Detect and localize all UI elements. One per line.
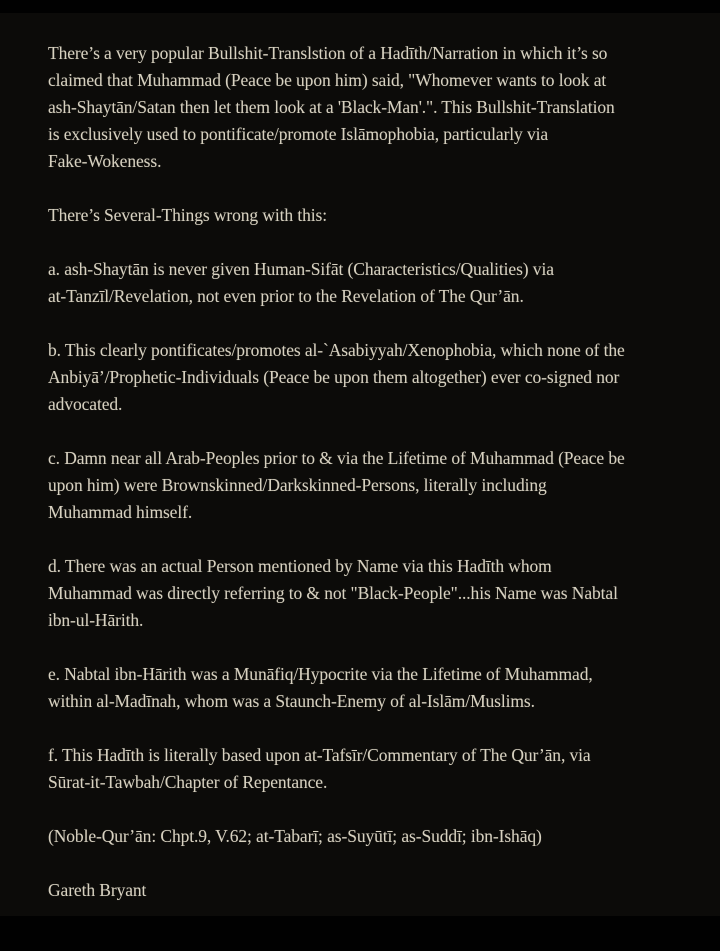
text-line: d. There was an actual Person mentioned by Name via this Hadīth whom xyxy=(48,556,552,576)
text-line: (Noble-Qur’ān: Chpt.9, V.62; at-Tabarī; as-Suyūtī; as-Suddī; ibn-Ishāq) xyxy=(48,826,542,846)
text-line: ibn-ul-Hārith. xyxy=(48,610,144,630)
text-line: is exclusively used to pontificate/promote Islāmophobia, particularly via xyxy=(48,124,549,144)
citation xyxy=(48,823,676,850)
point-f xyxy=(48,742,676,796)
text-line: Sūrat-it-Tawbah/Chapter of Repentance. xyxy=(48,772,328,792)
text-line: Fake-Wokeness. xyxy=(48,151,162,171)
point-c xyxy=(48,445,676,526)
point-d xyxy=(48,553,676,634)
top-letterbox-bar xyxy=(0,0,720,13)
text-line: c. Damn near all Arab-Peoples prior to & via the Lifetime of Muhammad (Peace be xyxy=(48,448,625,468)
text-line: Gareth Bryant xyxy=(48,880,147,900)
text-line: advocated. xyxy=(48,394,123,414)
text-line: Muhammad was directly referring to & not "Black-People"...his Name was Nabtal xyxy=(48,583,618,603)
bottom-letterbox-bar xyxy=(0,916,720,951)
signature xyxy=(48,877,676,904)
text-line: a. ash-Shaytān is never given Human-Sifāt (Characteristics/Qualities) via xyxy=(48,259,554,279)
post-body xyxy=(0,13,720,916)
list-heading xyxy=(48,202,676,229)
text-line: Anbiyā’/Prophetic-Individuals (Peace be upon them altogether) ever co-signed nor xyxy=(48,367,620,387)
text-line: There’s a very popular Bullshit-Translstion of a Hadīth/Narration in which it’s so xyxy=(48,43,608,63)
intro-paragraph xyxy=(48,40,676,175)
text-line: b. This clearly pontificates/promotes al-`Asabiyyah/Xenophobia, which none of the xyxy=(48,340,625,360)
text-line: There’s Several-Things wrong with this: xyxy=(48,205,327,225)
text-line: e. Nabtal ibn-Hārith was a Munāfiq/Hypocrite via the Lifetime of Muhammad, xyxy=(48,664,593,684)
text-line: upon him) were Brownskinned/Darkskinned-Persons, literally including xyxy=(48,475,547,495)
text-line: Muhammad himself. xyxy=(48,502,193,522)
text-line: within al-Madīnah, whom was a Staunch-Enemy of al-Islām/Muslims. xyxy=(48,691,535,711)
text-line: claimed that Muhammad (Peace be upon him) said, "Whomever wants to look at xyxy=(48,70,607,90)
text-line: at-Tanzīl/Revelation, not even prior to the Revelation of The Qur’ān. xyxy=(48,286,524,306)
point-a xyxy=(48,256,676,310)
text-line: ash-Shaytān/Satan then let them look at a 'Black-Man'.". This Bullshit-Translation xyxy=(48,97,615,117)
text-line: f. This Hadīth is literally based upon at-Tafsīr/Commentary of The Qur’ān, via xyxy=(48,745,591,765)
point-b xyxy=(48,337,676,418)
point-e xyxy=(48,661,676,715)
